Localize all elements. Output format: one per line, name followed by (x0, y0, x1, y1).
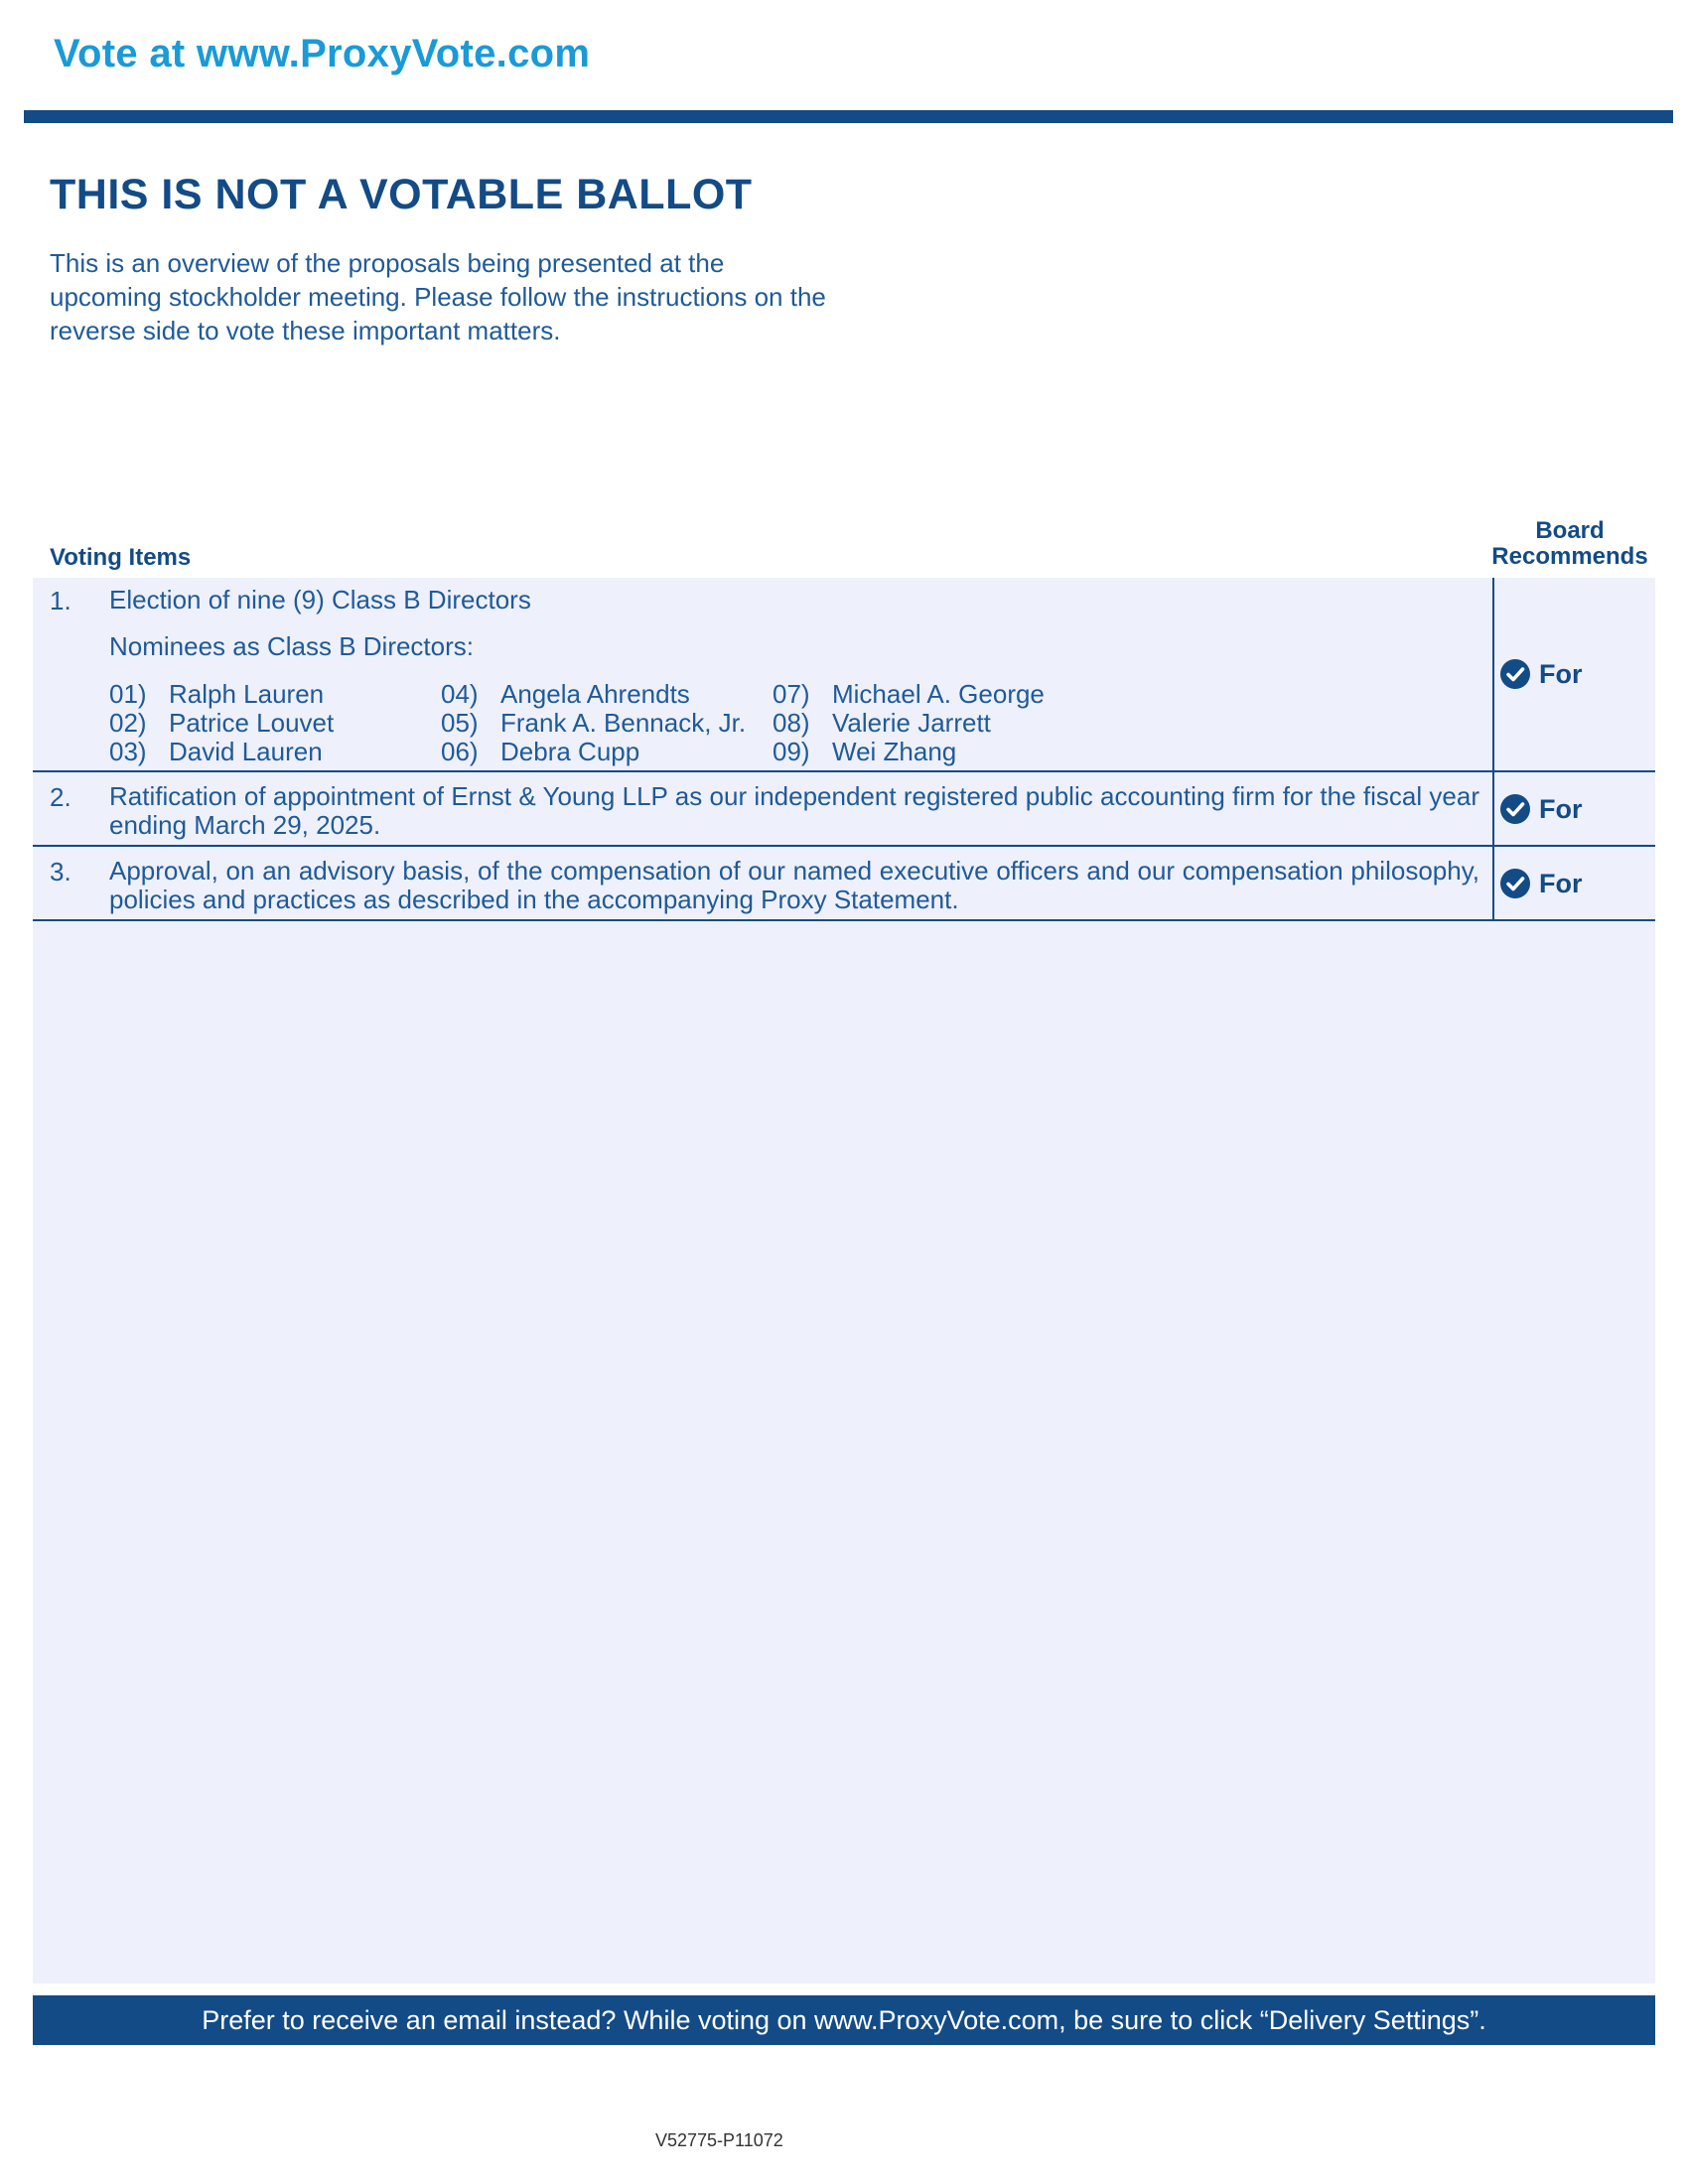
board-recommendation (1499, 658, 1583, 690)
proxyvote-header-link[interactable]: Vote at www.ProxyVote.com (54, 32, 591, 75)
nominee-number: 06) (441, 737, 479, 766)
nominee-entry (773, 708, 991, 739)
nominee-entry (109, 737, 323, 767)
recommendation-label: For (1539, 658, 1583, 689)
nominee-entry (441, 708, 746, 739)
document-code: V52775-P11072 (655, 2130, 783, 2150)
nominee-number: 05) (441, 708, 479, 738)
board-recommendation (1499, 793, 1583, 825)
recommendation-label: For (1539, 793, 1583, 824)
nominee-entry (109, 708, 334, 739)
page-title: THIS IS NOT A VOTABLE BALLOT (50, 171, 753, 218)
header-rule (24, 110, 1673, 123)
nominee-entry (773, 679, 1045, 710)
nominee-name: Ralph Lauren (169, 679, 325, 709)
column-divider (1492, 847, 1494, 921)
nominee-name: Wei Zhang (832, 737, 957, 766)
nominee-number: 03) (109, 737, 147, 766)
check-circle-icon (1499, 868, 1531, 899)
column-divider (1492, 772, 1494, 847)
nominee-name: David Lauren (169, 737, 323, 766)
nominee-number: 02) (109, 708, 147, 738)
nominee-name: Patrice Louvet (169, 708, 335, 738)
nominee-number: 04) (441, 679, 479, 709)
nominee-name: Angela Ahrendts (500, 679, 690, 709)
board-recommends-header (1487, 518, 1652, 570)
delivery-settings-banner (33, 1995, 1655, 2045)
nominee-entry (773, 737, 956, 767)
nominees-subheading: Nominees as Class B Directors: (109, 631, 474, 661)
item-text: Ratification of appointment of Ernst & Young LLP as our independent registered public accounting firm for the fiscal year ending March 29, 2025. (109, 781, 1479, 840)
nominee-entry (441, 679, 690, 710)
nominee-number: 07) (773, 679, 810, 709)
item-number: 1. (50, 586, 71, 615)
voting-items-header: Voting Items (50, 544, 192, 571)
recommendation-label: For (1539, 868, 1583, 898)
nominee-number: 09) (773, 737, 810, 766)
board-header-line1: Board (1535, 517, 1605, 544)
nominee-entry (109, 679, 324, 710)
nominee-entry (441, 737, 639, 767)
check-circle-icon (1499, 658, 1531, 690)
column-divider (1492, 578, 1494, 772)
nominee-name: Frank A. Bennack, Jr. (500, 708, 747, 738)
nominee-name: Debra Cupp (500, 737, 640, 766)
item-text: Election of nine (9) Class B Directors (109, 585, 531, 614)
board-header-line2: Recommends (1491, 543, 1648, 570)
item-number: 3. (50, 857, 71, 887)
intro-text: This is an overview of the proposals being presented at the upcoming stockholder meeting. Please follow the instructions on the reverse side to vote these important matters. (50, 248, 826, 345)
nominee-name: Michael A. George (832, 679, 1045, 709)
board-recommendation (1499, 868, 1583, 899)
nominee-number: 01) (109, 679, 147, 709)
nominee-name: Valerie Jarrett (832, 708, 991, 738)
check-circle-icon (1499, 793, 1531, 825)
delivery-settings-text[interactable]: Prefer to receive an email instead? While voting on www.ProxyVote.com, be sure to click “Delivery Settings”. (202, 2004, 1486, 2035)
item-text: Approval, on an advisory basis, of the compensation of our named executive officers and our compensation philosophy, policies and practices as described in the accompanying Proxy Statement. (109, 856, 1479, 914)
nominee-number: 08) (773, 708, 810, 738)
item-number: 2. (50, 782, 71, 812)
